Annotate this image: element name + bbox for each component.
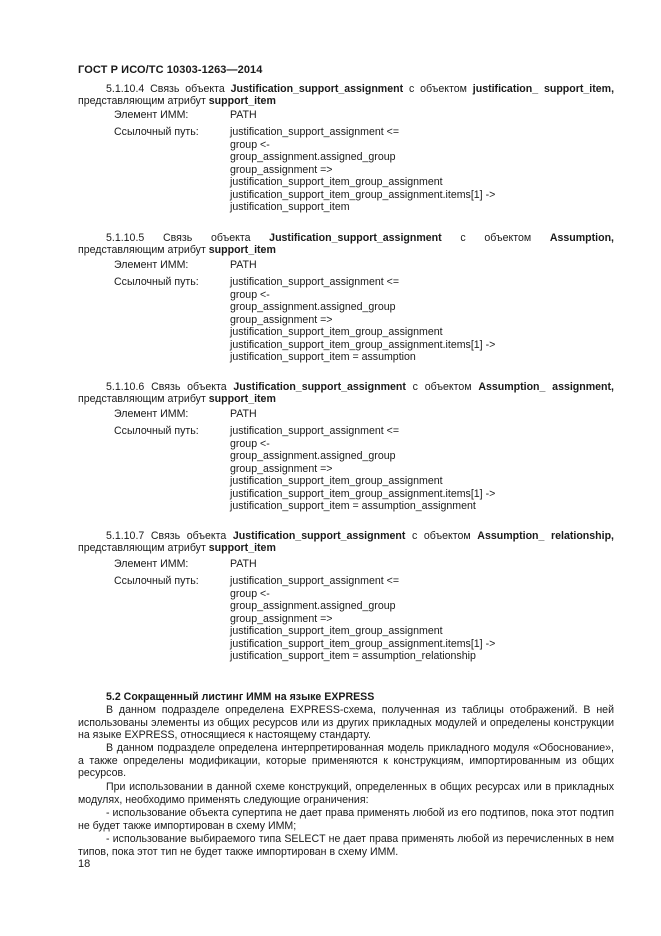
path-line: justification_support_item: [230, 201, 350, 213]
path-line: justification_support_item_group_assignment.items[1] ->: [230, 188, 496, 201]
path-line: group <-: [230, 138, 270, 151]
path-line: justification_support_item = assumption_relationship: [230, 650, 476, 662]
attribute-name: support_item: [208, 393, 276, 406]
path-line: justification_support_item_group_assignment: [230, 176, 443, 188]
path-line: justification_support_item_group_assignment: [230, 625, 443, 637]
section-5-1-10-4-title: 5.1.10.4 Связь объекта Justification_support_assignment с объектом justification_ support_item, представляющим атрибут support_item: [78, 83, 615, 108]
paragraph: В данном подразделе определена EXPRESS-схема, полученная из таблицы отображений. В ней использованы элементы из общих ресурсов или из других прикладных модулей и определены конструкции на языке EXPRESS, относящиеся к настоящему стандарту.: [78, 704, 614, 741]
reference-path-label: Ссылочный путь:: [114, 575, 199, 587]
section-5-1-10-6-title: 5.1.10.6 Связь объекта Justification_support_assignment с объектом Assumption_ assignment, представляющим атрибут support_item: [78, 381, 614, 406]
path-line: group <-: [230, 437, 270, 450]
reference-path-label: Ссылочный путь:: [114, 126, 199, 138]
path-line: group_assignment.assigned_group: [230, 151, 396, 163]
page-number: 18: [78, 858, 91, 870]
path-line: justification_support_item_group_assignment.items[1] ->: [230, 637, 496, 650]
target-entity: Assumption_ relationship,: [477, 530, 614, 542]
path-line: group_assignment =>: [230, 612, 333, 625]
path-line: group <-: [230, 288, 270, 301]
path-line: justification_support_assignment <=: [230, 425, 400, 437]
list-item: - использование выбираемого типа SELECT не дает права применять любой из перечисленных в нем типов, пока этот тип не будет также импортирован в схему ИММ.: [78, 833, 614, 858]
section-number: 5.1.10.4: [106, 83, 145, 95]
reference-path-label: Ссылочный путь:: [114, 425, 199, 437]
path-line: justification_support_item_group_assignment: [230, 326, 443, 338]
path-line: justification_support_item_group_assignment.items[1] ->: [230, 487, 496, 500]
aim-element-label: Элемент ИММ:: [114, 259, 189, 271]
path-line: group_assignment.assigned_group: [230, 600, 396, 612]
path-line: justification_support_assignment <=: [230, 126, 400, 138]
path-line: justification_support_assignment <=: [230, 276, 400, 288]
standard-header: ГОСТ Р ИСО/ТС 10303-1263—2014: [78, 64, 263, 76]
path-line: justification_support_assignment <=: [230, 575, 400, 587]
path-line: justification_support_item = assumption_assignment: [230, 500, 476, 512]
target-entity: Assumption,: [549, 232, 614, 244]
target-entity: Assumption_ assignment,: [478, 381, 614, 393]
path-line: justification_support_item_group_assignment: [230, 475, 443, 487]
path-line: group_assignment =>: [230, 313, 333, 326]
attribute-name: support_item: [208, 542, 276, 555]
reference-path: [230, 575, 495, 663]
path-line: group <-: [230, 587, 270, 600]
list-item: - использование объекта супертипа не дает права применять любой из его подтипов, пока этот подтип не будет также импортирован в схему ИММ;: [78, 807, 614, 832]
section-5-1-10-7-title: 5.1.10.7 Связь объекта Justification_support_assignment с объектом Assumption_ relationship, представляющим атрибут support_item: [78, 530, 614, 555]
path-line: group_assignment.assigned_group: [230, 450, 396, 462]
aim-element-value: PATH: [230, 259, 257, 271]
path-line: justification_support_item = assumption: [230, 351, 416, 363]
section-number: 5.1.10.5: [106, 232, 145, 244]
reference-path: [230, 126, 495, 214]
attribute-name: support_item: [208, 244, 276, 257]
entity-name: Justification_support_assignment: [232, 530, 406, 542]
reference-path: [230, 276, 495, 364]
reference-path: [230, 425, 495, 513]
section-5-2-heading: 5.2 Сокращенный листинг ИММ на языке EXPRESS: [106, 691, 375, 703]
paragraph: В данном подразделе определена интерпретированная модель прикладного модуля «Обоснование», а также определены модификации, которые применяются к конструкциям, импортированным из общих ресурсов.: [78, 742, 614, 779]
aim-element-value: PATH: [230, 408, 257, 420]
section-number: 5.1.10.7: [106, 530, 145, 542]
aim-element-value: PATH: [230, 558, 257, 570]
section-5-1-10-5-title: 5.1.10.5 Связь объекта Justification_support_assignment с объектом Assumption, представляющим атрибут support_item: [78, 232, 614, 257]
section-number: 5.1.10.6: [106, 381, 145, 393]
aim-element-label: Элемент ИММ:: [114, 408, 189, 420]
aim-element-label: Элемент ИММ:: [114, 558, 189, 570]
target-entity: justification_ support_item,: [472, 83, 615, 95]
path-line: justification_support_item_group_assignment.items[1] ->: [230, 338, 496, 351]
entity-name: Justification_support_assignment: [233, 381, 406, 393]
aim-element-label: Элемент ИММ:: [114, 109, 189, 121]
attribute-name: support_item: [208, 95, 276, 108]
path-line: group_assignment =>: [230, 163, 333, 176]
entity-name: Justification_support_assignment: [230, 83, 404, 95]
reference-path-label: Ссылочный путь:: [114, 276, 199, 288]
entity-name: Justification_support_assignment: [269, 232, 442, 244]
path-line: group_assignment =>: [230, 462, 333, 475]
aim-element-value: PATH: [230, 109, 257, 121]
path-line: group_assignment.assigned_group: [230, 301, 396, 313]
paragraph: При использовании в данной схеме конструкций, определенных в общих ресурсах или в прикладных модулях, необходимо применять следующие ограничения:: [78, 781, 614, 806]
